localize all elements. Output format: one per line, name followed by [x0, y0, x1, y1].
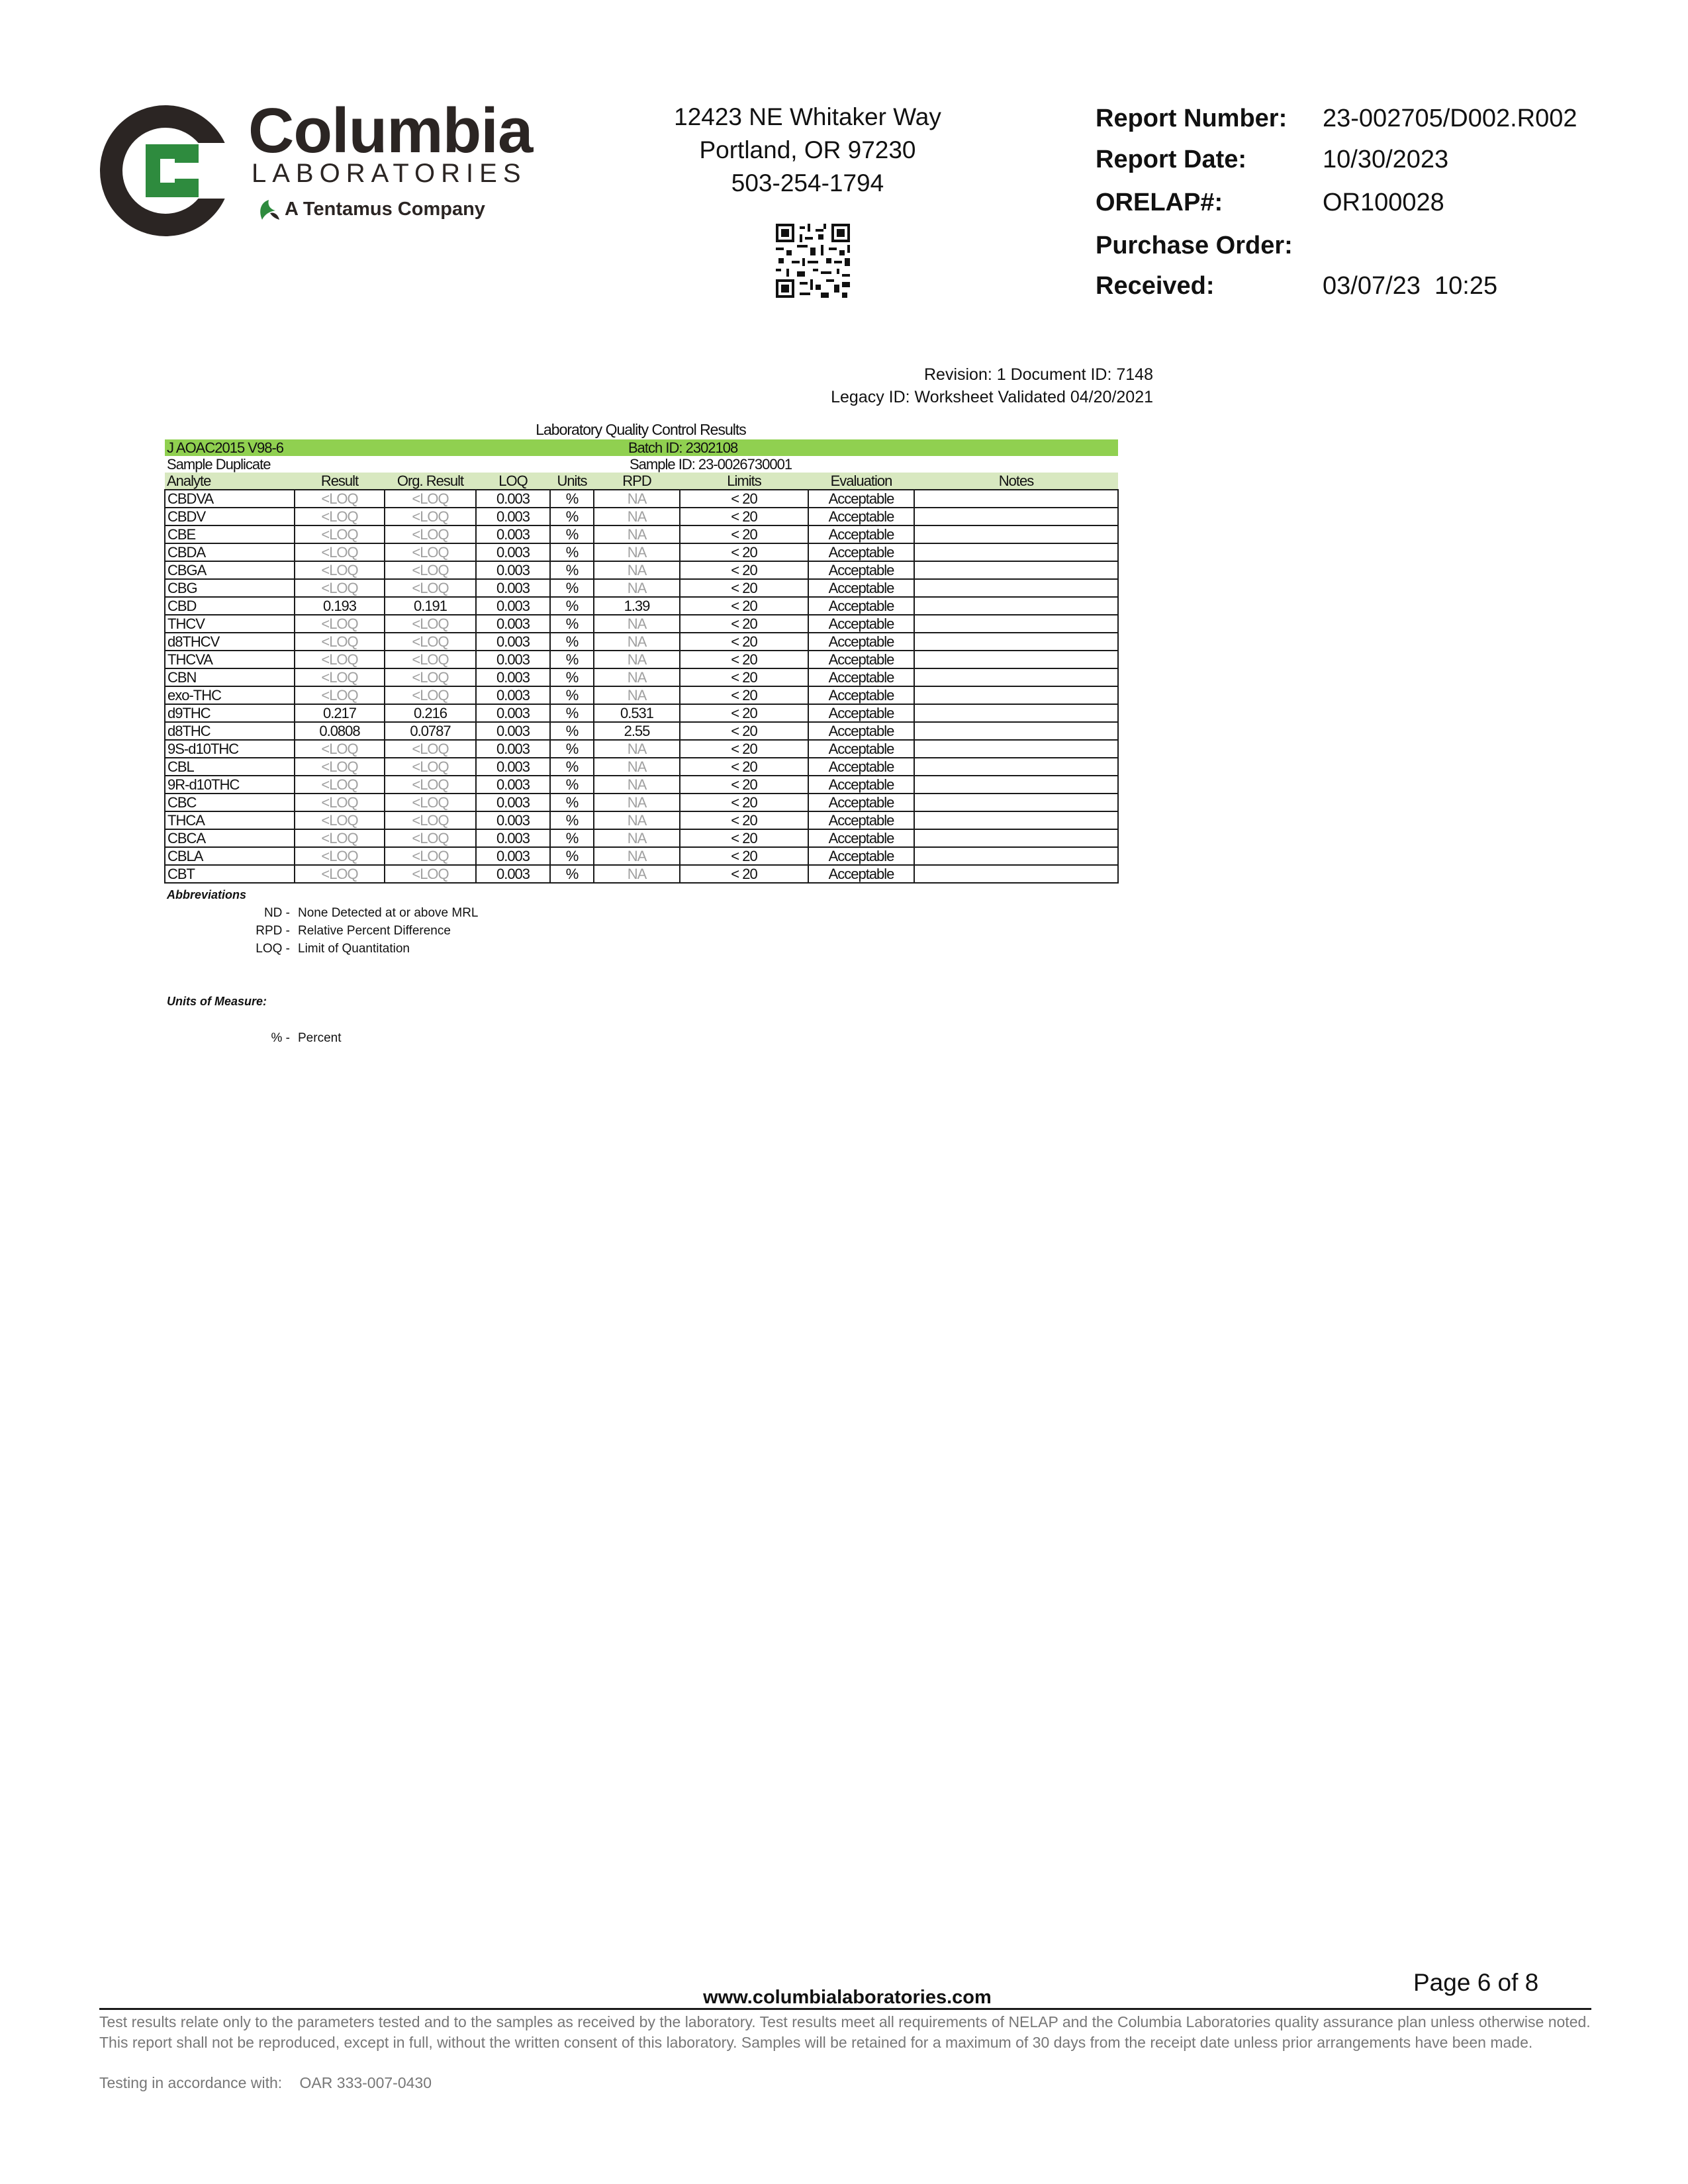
result-cell: <LOQ [295, 543, 385, 561]
org-result-cell: <LOQ [385, 508, 476, 525]
unit-code: % - [271, 1031, 290, 1045]
limits-cell: < 20 [680, 794, 808, 811]
notes-cell [914, 740, 1118, 758]
analyte-cell: d8THCV [165, 633, 295, 651]
rpd-cell: NA [594, 651, 680, 668]
notes-cell [914, 490, 1118, 508]
page-number: Page 6 of 8 [1413, 1969, 1539, 1996]
testing-label: Testing in accordance with: [99, 2074, 283, 2091]
rpd-cell: NA [594, 865, 680, 883]
notes-cell [914, 776, 1118, 794]
limits-cell: < 20 [680, 776, 808, 794]
evaluation-cell: Acceptable [808, 615, 914, 633]
limits-cell: < 20 [680, 686, 808, 704]
rpd-cell: NA [594, 615, 680, 633]
rpd-cell: 2.55 [594, 722, 680, 740]
org-result-cell: <LOQ [385, 758, 476, 776]
qr-code-icon [776, 224, 850, 298]
rpd-cell: NA [594, 758, 680, 776]
sample-row [165, 456, 1118, 473]
units-cell: % [550, 811, 594, 829]
table-row [165, 579, 1118, 597]
limits-cell: < 20 [680, 668, 808, 686]
units-cell: % [550, 490, 594, 508]
result-cell: <LOQ [295, 847, 385, 865]
logo-subtitle: LABORATORIES [252, 159, 527, 188]
org-result-cell: <LOQ [385, 794, 476, 811]
units-cell: % [550, 722, 594, 740]
revision-line: Revision: 1 Document ID: 7148 [923, 365, 1153, 384]
notes-cell [914, 579, 1118, 597]
analyte-cell: CBGA [165, 561, 295, 579]
notes-cell [914, 829, 1118, 847]
evaluation-cell: Acceptable [808, 651, 914, 668]
rpd-cell: 1.39 [594, 597, 680, 615]
org-result-cell: <LOQ [385, 490, 476, 508]
result-cell: <LOQ [295, 490, 385, 508]
table-row [165, 633, 1118, 651]
analyte-cell: CBT [165, 865, 295, 883]
header-limits: Limits [680, 473, 808, 490]
report-number: 23-002705/D002.R002 [1323, 105, 1577, 132]
evaluation-cell: Acceptable [808, 597, 914, 615]
purchase-order-label: Purchase Order: [1096, 232, 1293, 259]
loq-cell: 0.003 [476, 722, 550, 740]
received-datetime: 03/07/23 10:25 [1323, 272, 1498, 300]
org-result-cell: 0.0787 [385, 722, 476, 740]
notes-cell [914, 633, 1118, 651]
evaluation-cell: Acceptable [808, 668, 914, 686]
rpd-cell: NA [594, 490, 680, 508]
table-row [165, 615, 1118, 633]
table-row [165, 686, 1118, 704]
loq-cell: 0.003 [476, 847, 550, 865]
loq-cell: 0.003 [476, 865, 550, 883]
unit-desc: Percent [298, 1031, 342, 1045]
result-cell: <LOQ [295, 579, 385, 597]
limits-cell: < 20 [680, 704, 808, 722]
logo-wordmark: Columbia [248, 95, 533, 166]
header-notes: Notes [914, 473, 1118, 490]
units-cell: % [550, 847, 594, 865]
limits-cell: < 20 [680, 811, 808, 829]
notes-cell [914, 686, 1118, 704]
units-cell: % [550, 561, 594, 579]
rpd-cell: NA [594, 829, 680, 847]
result-cell: <LOQ [295, 615, 385, 633]
notes-cell [914, 811, 1118, 829]
org-result-cell: 0.191 [385, 597, 476, 615]
units-cell: % [550, 668, 594, 686]
tentamus-leaf-icon [256, 197, 282, 224]
result-cell: 0.0808 [295, 722, 385, 740]
notes-cell [914, 722, 1118, 740]
qc-sample-id: Sample ID: 23-0026730001 [630, 456, 792, 473]
qc-type: Sample Duplicate [167, 456, 271, 473]
table-row [165, 722, 1118, 740]
notes-cell [914, 668, 1118, 686]
loq-cell: 0.003 [476, 776, 550, 794]
table-row [165, 561, 1118, 579]
analyte-cell: THCVA [165, 651, 295, 668]
orelap-number: OR100028 [1323, 189, 1444, 216]
result-cell: <LOQ [295, 776, 385, 794]
notes-cell [914, 615, 1118, 633]
loq-cell: 0.003 [476, 543, 550, 561]
legacy-id-line: Legacy ID: Worksheet Validated 04/20/2021 [831, 388, 1153, 406]
limits-cell: < 20 [680, 740, 808, 758]
units-cell: % [550, 758, 594, 776]
loq-cell: 0.003 [476, 758, 550, 776]
limits-cell: < 20 [680, 490, 808, 508]
rpd-cell: NA [594, 508, 680, 525]
org-result-cell: <LOQ [385, 686, 476, 704]
table-row [165, 794, 1118, 811]
limits-cell: < 20 [680, 651, 808, 668]
table-row [165, 740, 1118, 758]
result-cell: <LOQ [295, 525, 385, 543]
result-cell: <LOQ [295, 794, 385, 811]
qc-table-body [165, 490, 1118, 883]
rpd-cell: NA [594, 794, 680, 811]
org-result-cell: <LOQ [385, 543, 476, 561]
rpd-cell: 0.531 [594, 704, 680, 722]
footer-divider [99, 2008, 1591, 2010]
abbr-code: RPD - [256, 924, 290, 938]
logo-tagline: A Tentamus Company [285, 199, 485, 220]
result-cell: <LOQ [295, 829, 385, 847]
limits-cell: < 20 [680, 633, 808, 651]
loq-cell: 0.003 [476, 704, 550, 722]
result-cell: <LOQ [295, 758, 385, 776]
analyte-cell: THCA [165, 811, 295, 829]
abbr-desc: Relative Percent Difference [298, 924, 451, 938]
qc-method: J AOAC2015 V98-6 [165, 439, 476, 456]
header-org-result: Org. Result [385, 473, 476, 490]
evaluation-cell: Acceptable [808, 758, 914, 776]
qc-results-table [164, 439, 1119, 884]
org-result-cell: <LOQ [385, 561, 476, 579]
table-row [165, 811, 1118, 829]
units-cell: % [550, 865, 594, 883]
limits-cell: < 20 [680, 847, 808, 865]
rpd-cell: NA [594, 543, 680, 561]
orelap-label: ORELAP#: [1096, 189, 1223, 216]
limits-cell: < 20 [680, 615, 808, 633]
evaluation-cell: Acceptable [808, 633, 914, 651]
org-result-cell: <LOQ [385, 865, 476, 883]
loq-cell: 0.003 [476, 615, 550, 633]
analyte-cell: CBL [165, 758, 295, 776]
evaluation-cell: Acceptable [808, 543, 914, 561]
org-result-cell: <LOQ [385, 668, 476, 686]
org-result-cell: <LOQ [385, 651, 476, 668]
table-row [165, 847, 1118, 865]
notes-cell [914, 508, 1118, 525]
analyte-cell: CBD [165, 597, 295, 615]
website-link[interactable]: www.columbialaboratories.com [703, 1987, 992, 2008]
table-row [165, 865, 1118, 883]
loq-cell: 0.003 [476, 651, 550, 668]
testing-value: OAR 333-007-0430 [299, 2074, 432, 2091]
table-row [165, 508, 1118, 525]
rpd-cell: NA [594, 525, 680, 543]
notes-cell [914, 758, 1118, 776]
analyte-cell: CBG [165, 579, 295, 597]
loq-cell: 0.003 [476, 829, 550, 847]
evaluation-cell: Acceptable [808, 847, 914, 865]
evaluation-cell: Acceptable [808, 579, 914, 597]
loq-cell: 0.003 [476, 811, 550, 829]
analyte-cell: CBCA [165, 829, 295, 847]
table-row [165, 758, 1118, 776]
analyte-cell: d8THC [165, 722, 295, 740]
company-logo [99, 95, 536, 251]
abbreviations-title: Abbreviations [167, 888, 247, 901]
org-result-cell: <LOQ [385, 615, 476, 633]
org-result-cell: <LOQ [385, 579, 476, 597]
abbr-desc: Limit of Quantitation [298, 942, 410, 956]
org-result-cell: <LOQ [385, 525, 476, 543]
units-cell: % [550, 508, 594, 525]
rpd-cell: NA [594, 633, 680, 651]
abbr-code: ND - [263, 906, 290, 920]
limits-cell: < 20 [680, 829, 808, 847]
result-cell: <LOQ [295, 740, 385, 758]
received-label: Received: [1096, 272, 1215, 300]
evaluation-cell: Acceptable [808, 740, 914, 758]
result-cell: <LOQ [295, 865, 385, 883]
loq-cell: 0.003 [476, 794, 550, 811]
limits-cell: < 20 [680, 722, 808, 740]
table-header [165, 473, 1118, 490]
evaluation-cell: Acceptable [808, 704, 914, 722]
limits-cell: < 20 [680, 525, 808, 543]
units-cell: % [550, 543, 594, 561]
header-units: Units [550, 473, 594, 490]
result-cell: <LOQ [295, 508, 385, 525]
loq-cell: 0.003 [476, 633, 550, 651]
result-cell: <LOQ [295, 651, 385, 668]
evaluation-cell: Acceptable [808, 865, 914, 883]
analyte-cell: THCV [165, 615, 295, 633]
evaluation-cell: Acceptable [808, 722, 914, 740]
org-result-cell: <LOQ [385, 776, 476, 794]
loq-cell: 0.003 [476, 740, 550, 758]
rpd-cell: NA [594, 847, 680, 865]
table-row [165, 704, 1118, 722]
units-cell: % [550, 776, 594, 794]
loq-cell: 0.003 [476, 525, 550, 543]
loq-cell: 0.003 [476, 508, 550, 525]
table-row [165, 543, 1118, 561]
table-row [165, 490, 1118, 508]
header-rpd: RPD [594, 473, 680, 490]
limits-cell: < 20 [680, 579, 808, 597]
address-phone: 503-254-1794 [731, 169, 884, 197]
limits-cell: < 20 [680, 508, 808, 525]
loq-cell: 0.003 [476, 668, 550, 686]
loq-cell: 0.003 [476, 490, 550, 508]
units-cell: % [550, 740, 594, 758]
result-cell: <LOQ [295, 561, 385, 579]
units-cell: % [550, 686, 594, 704]
units-title: Units of Measure: [167, 995, 267, 1008]
org-result-cell: <LOQ [385, 811, 476, 829]
analyte-cell: CBDA [165, 543, 295, 561]
evaluation-cell: Acceptable [808, 561, 914, 579]
analyte-cell: CBE [165, 525, 295, 543]
evaluation-cell: Acceptable [808, 490, 914, 508]
notes-cell [914, 847, 1118, 865]
limits-cell: < 20 [680, 597, 808, 615]
rpd-cell: NA [594, 579, 680, 597]
limits-cell: < 20 [680, 758, 808, 776]
units-cell: % [550, 704, 594, 722]
analyte-cell: CBN [165, 668, 295, 686]
notes-cell [914, 561, 1118, 579]
lab-address [649, 101, 966, 200]
analyte-cell: CBC [165, 794, 295, 811]
notes-cell [914, 597, 1118, 615]
units-cell: % [550, 525, 594, 543]
rpd-cell: NA [594, 668, 680, 686]
notes-cell [914, 704, 1118, 722]
analyte-cell: 9R-d10THC [165, 776, 295, 794]
evaluation-cell: Acceptable [808, 794, 914, 811]
header-evaluation: Evaluation [808, 473, 914, 490]
loq-cell: 0.003 [476, 686, 550, 704]
rpd-cell: NA [594, 686, 680, 704]
disclaimer-text: Test results relate only to the parameters tested and to the samples as received by the laboratory. Test results meet all requirements of NELAP and the Columbia Laboratories quality assurance plan unless otherwise noted. This report shall not be reproduced, except in full, without the written consent of this laboratory. Samples will be retained for a maximum of 30 days from the receipt date unless prior arrangements have been made. [99, 2013, 1591, 2051]
qc-batch-id: Batch ID: 2302108 [476, 439, 1118, 456]
evaluation-cell: Acceptable [808, 525, 914, 543]
org-result-cell: 0.216 [385, 704, 476, 722]
result-cell: <LOQ [295, 633, 385, 651]
loq-cell: 0.003 [476, 597, 550, 615]
rpd-cell: NA [594, 811, 680, 829]
evaluation-cell: Acceptable [808, 811, 914, 829]
analyte-cell: d9THC [165, 704, 295, 722]
report-date-label: Report Date: [1096, 146, 1247, 173]
units-cell: % [550, 651, 594, 668]
table-row [165, 668, 1118, 686]
evaluation-cell: Acceptable [808, 776, 914, 794]
rpd-cell: NA [594, 740, 680, 758]
units-cell: % [550, 829, 594, 847]
header-result: Result [295, 473, 385, 490]
units-cell: % [550, 597, 594, 615]
notes-cell [914, 525, 1118, 543]
org-result-cell: <LOQ [385, 633, 476, 651]
abbr-code: LOQ - [256, 942, 290, 956]
evaluation-cell: Acceptable [808, 829, 914, 847]
org-result-cell: <LOQ [385, 829, 476, 847]
org-result-cell: <LOQ [385, 740, 476, 758]
header-loq: LOQ [476, 473, 550, 490]
address-line-1: 12423 NE Whitaker Way [674, 103, 941, 130]
table-row [165, 597, 1118, 615]
report-date: 10/30/2023 [1323, 146, 1449, 173]
batch-row [165, 439, 1118, 456]
notes-cell [914, 865, 1118, 883]
loq-cell: 0.003 [476, 579, 550, 597]
columbia-c-logo-icon [99, 105, 232, 237]
units-cell: % [550, 794, 594, 811]
limits-cell: < 20 [680, 561, 808, 579]
table-row [165, 829, 1118, 847]
units-cell: % [550, 633, 594, 651]
table-row [165, 651, 1118, 668]
table-row [165, 776, 1118, 794]
header-analyte: Analyte [165, 473, 295, 490]
analyte-cell: CBDVA [165, 490, 295, 508]
limits-cell: < 20 [680, 865, 808, 883]
result-cell: <LOQ [295, 668, 385, 686]
analyte-cell: CBDV [165, 508, 295, 525]
units-cell: % [550, 579, 594, 597]
result-cell: 0.217 [295, 704, 385, 722]
rpd-cell: NA [594, 776, 680, 794]
report-number-label: Report Number: [1096, 105, 1288, 132]
rpd-cell: NA [594, 561, 680, 579]
evaluation-cell: Acceptable [808, 508, 914, 525]
analyte-cell: CBLA [165, 847, 295, 865]
result-cell: <LOQ [295, 811, 385, 829]
notes-cell [914, 794, 1118, 811]
analyte-cell: exo-THC [165, 686, 295, 704]
result-cell: <LOQ [295, 686, 385, 704]
loq-cell: 0.003 [476, 561, 550, 579]
org-result-cell: <LOQ [385, 847, 476, 865]
notes-cell [914, 651, 1118, 668]
address-line-2: Portland, OR 97230 [699, 136, 916, 163]
result-cell: 0.193 [295, 597, 385, 615]
table-row [165, 525, 1118, 543]
limits-cell: < 20 [680, 543, 808, 561]
testing-standard [99, 2074, 432, 2092]
abbr-desc: None Detected at or above MRL [298, 906, 479, 920]
notes-cell [914, 543, 1118, 561]
evaluation-cell: Acceptable [808, 686, 914, 704]
qc-title: Laboratory Quality Control Results [536, 421, 746, 438]
analyte-cell: 9S-d10THC [165, 740, 295, 758]
units-cell: % [550, 615, 594, 633]
